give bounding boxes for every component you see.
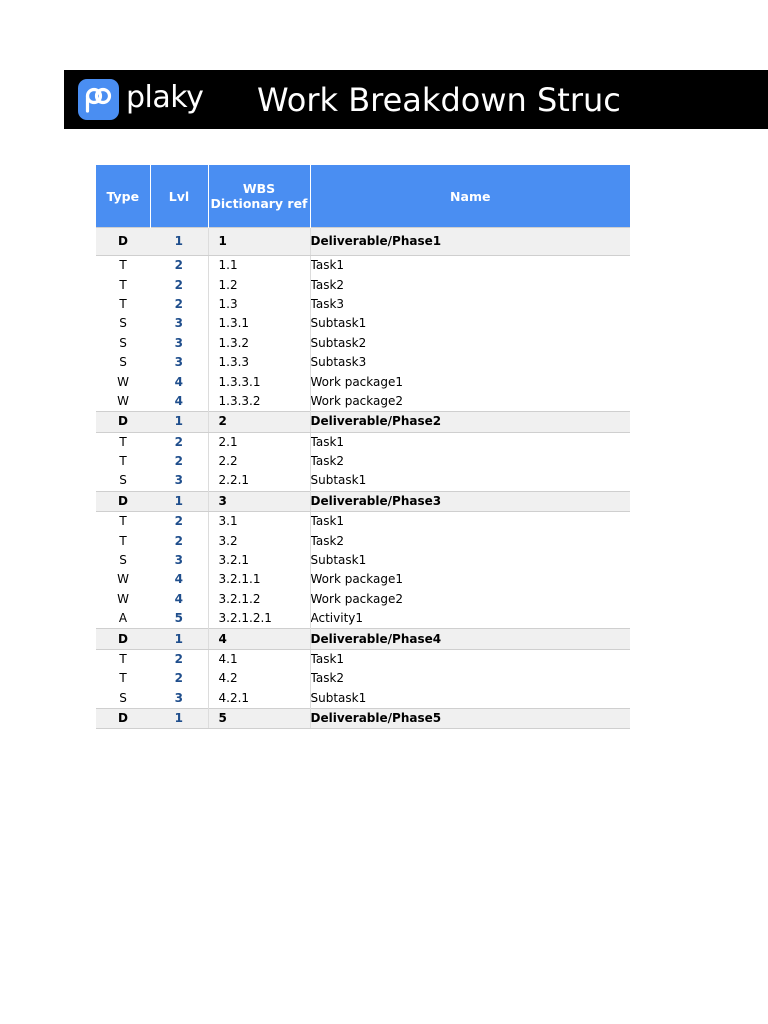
level-cell: 2 bbox=[174, 296, 183, 311]
name-cell: Subtask1 bbox=[310, 471, 630, 491]
name-cell: Task2 bbox=[310, 452, 630, 471]
level-cell: 1 bbox=[150, 491, 208, 511]
table-row bbox=[96, 353, 630, 372]
type-cell: S bbox=[119, 355, 127, 370]
name-cell: Subtask1 bbox=[310, 314, 630, 333]
wbs-ref-cell: 3.2.1.2.1 bbox=[208, 609, 310, 629]
deliverable-row bbox=[96, 629, 630, 649]
table-row bbox=[96, 392, 630, 412]
type-cell: T bbox=[119, 514, 127, 529]
wbs-ref-cell: 1.1 bbox=[208, 256, 310, 276]
level-cell: 4 bbox=[174, 591, 183, 606]
document-title: Work Breakdown Struc bbox=[257, 81, 621, 119]
name-cell: Deliverable/Phase4 bbox=[310, 629, 630, 649]
level-cell: 5 bbox=[174, 611, 183, 626]
type-cell: T bbox=[119, 296, 127, 311]
table-row bbox=[96, 432, 630, 452]
wbs-ref-cell: 3.2.1.1 bbox=[208, 570, 310, 589]
logo-wordmark: plaky bbox=[126, 80, 204, 115]
wbs-ref-cell: 1.3.3.2 bbox=[208, 392, 310, 412]
level-cell: 1 bbox=[150, 228, 208, 256]
column-header-lvl: Lvl bbox=[150, 165, 208, 228]
type-cell: D bbox=[96, 629, 150, 649]
level-cell: 3 bbox=[174, 473, 183, 488]
level-cell: 4 bbox=[174, 393, 183, 408]
wbs-ref-cell: 2.1 bbox=[208, 432, 310, 452]
column-header-wbs-ref-line1: WBS bbox=[242, 181, 276, 196]
table-row bbox=[96, 590, 630, 609]
table-row bbox=[96, 314, 630, 333]
table-header-row bbox=[96, 165, 630, 228]
wbs-ref-cell: 1.3 bbox=[208, 295, 310, 314]
name-cell: Task1 bbox=[310, 649, 630, 669]
type-cell: T bbox=[119, 671, 127, 686]
name-cell: Work package2 bbox=[310, 590, 630, 609]
level-cell: 2 bbox=[174, 533, 183, 548]
name-cell: Subtask1 bbox=[310, 551, 630, 570]
type-cell: W bbox=[117, 572, 129, 587]
wbs-ref-cell: 4.2.1 bbox=[208, 689, 310, 709]
type-cell: T bbox=[119, 652, 127, 666]
name-cell: Task2 bbox=[310, 531, 630, 550]
level-cell: 1 bbox=[150, 708, 208, 728]
wbs-ref-cell: 2 bbox=[208, 412, 310, 432]
type-cell: T bbox=[119, 533, 127, 548]
wbs-ref-cell: 1 bbox=[208, 228, 310, 256]
plaky-logo-icon bbox=[78, 79, 119, 120]
name-cell: Task2 bbox=[310, 275, 630, 294]
table-row bbox=[96, 512, 630, 532]
wbs-table bbox=[96, 165, 630, 729]
type-cell: S bbox=[119, 473, 127, 488]
type-cell: W bbox=[117, 591, 129, 606]
name-cell: Task1 bbox=[310, 432, 630, 452]
wbs-ref-cell: 4 bbox=[208, 629, 310, 649]
table-row bbox=[96, 649, 630, 669]
wbs-ref-cell: 3 bbox=[208, 491, 310, 511]
table-row bbox=[96, 531, 630, 550]
type-cell: S bbox=[119, 690, 127, 705]
table-row bbox=[96, 256, 630, 276]
level-cell: 2 bbox=[174, 454, 183, 469]
name-cell: Work package1 bbox=[310, 570, 630, 589]
wbs-ref-cell: 1.3.3.1 bbox=[208, 372, 310, 391]
column-header-wbs-ref bbox=[208, 165, 310, 228]
column-header-wbs-ref-line2: Dictionary ref bbox=[210, 196, 308, 211]
wbs-ref-cell: 3.2.1.2 bbox=[208, 590, 310, 609]
name-cell: Subtask3 bbox=[310, 353, 630, 372]
wbs-ref-cell: 1.3.1 bbox=[208, 314, 310, 333]
table-row bbox=[96, 295, 630, 314]
header-banner bbox=[64, 70, 768, 129]
wbs-ref-cell: 2.2.1 bbox=[208, 471, 310, 491]
type-cell: S bbox=[119, 316, 127, 331]
wbs-ref-cell: 4.1 bbox=[208, 649, 310, 669]
type-cell: T bbox=[119, 454, 127, 469]
table-row bbox=[96, 452, 630, 471]
wbs-ref-cell: 1.3.2 bbox=[208, 334, 310, 353]
level-cell: 2 bbox=[174, 671, 183, 686]
type-cell: D bbox=[96, 708, 150, 728]
table-row bbox=[96, 609, 630, 629]
type-cell: W bbox=[117, 374, 129, 389]
column-header-name: Name bbox=[310, 165, 630, 228]
name-cell: Activity1 bbox=[310, 609, 630, 629]
name-cell: Subtask1 bbox=[310, 689, 630, 709]
table-row bbox=[96, 570, 630, 589]
table-body bbox=[96, 228, 630, 729]
wbs-ref-cell: 1.2 bbox=[208, 275, 310, 294]
type-cell: T bbox=[119, 277, 127, 292]
table-row bbox=[96, 334, 630, 353]
name-cell: Work package1 bbox=[310, 372, 630, 391]
table-row bbox=[96, 372, 630, 391]
wbs-ref-cell: 3.2.1 bbox=[208, 551, 310, 570]
type-cell: A bbox=[118, 611, 128, 626]
level-cell: 3 bbox=[174, 553, 183, 568]
level-cell: 3 bbox=[174, 355, 183, 370]
name-cell: Deliverable/Phase2 bbox=[310, 412, 630, 432]
deliverable-row bbox=[96, 708, 630, 728]
type-cell: D bbox=[96, 412, 150, 432]
name-cell: Subtask2 bbox=[310, 334, 630, 353]
wbs-ref-cell: 5 bbox=[208, 708, 310, 728]
table-row bbox=[96, 689, 630, 709]
type-cell: S bbox=[119, 335, 127, 350]
table-row bbox=[96, 551, 630, 570]
level-cell: 1 bbox=[150, 412, 208, 432]
table-row bbox=[96, 471, 630, 491]
name-cell: Deliverable/Phase3 bbox=[310, 491, 630, 511]
level-cell: 1 bbox=[150, 629, 208, 649]
level-cell: 4 bbox=[174, 572, 183, 587]
name-cell: Task2 bbox=[310, 669, 630, 688]
name-cell: Task1 bbox=[310, 512, 630, 532]
level-cell: 2 bbox=[174, 277, 183, 292]
type-cell: D bbox=[96, 491, 150, 511]
type-cell: T bbox=[119, 434, 127, 449]
name-cell: Task3 bbox=[310, 295, 630, 314]
type-cell: W bbox=[117, 393, 129, 408]
wbs-ref-cell: 4.2 bbox=[208, 669, 310, 688]
level-cell: 2 bbox=[174, 652, 183, 666]
name-cell: Task1 bbox=[310, 256, 630, 276]
column-header-type: Type bbox=[96, 165, 150, 228]
wbs-ref-cell: 3.2 bbox=[208, 531, 310, 550]
deliverable-row bbox=[96, 228, 630, 256]
deliverable-row bbox=[96, 491, 630, 511]
name-cell: Deliverable/Phase1 bbox=[310, 228, 630, 256]
level-cell: 2 bbox=[174, 514, 183, 529]
table-row bbox=[96, 275, 630, 294]
level-cell: 3 bbox=[174, 690, 183, 705]
level-cell: 3 bbox=[174, 335, 183, 350]
wbs-ref-cell: 2.2 bbox=[208, 452, 310, 471]
deliverable-row bbox=[96, 412, 630, 432]
name-cell: Deliverable/Phase5 bbox=[310, 708, 630, 728]
type-cell: T bbox=[119, 258, 127, 273]
level-cell: 2 bbox=[174, 258, 183, 273]
level-cell: 4 bbox=[174, 374, 183, 389]
wbs-ref-cell: 3.1 bbox=[208, 512, 310, 532]
name-cell: Work package2 bbox=[310, 392, 630, 412]
level-cell: 2 bbox=[174, 434, 183, 449]
type-cell: D bbox=[96, 228, 150, 256]
table-row bbox=[96, 669, 630, 688]
type-cell: S bbox=[119, 553, 127, 568]
wbs-ref-cell: 1.3.3 bbox=[208, 353, 310, 372]
level-cell: 3 bbox=[174, 316, 183, 331]
